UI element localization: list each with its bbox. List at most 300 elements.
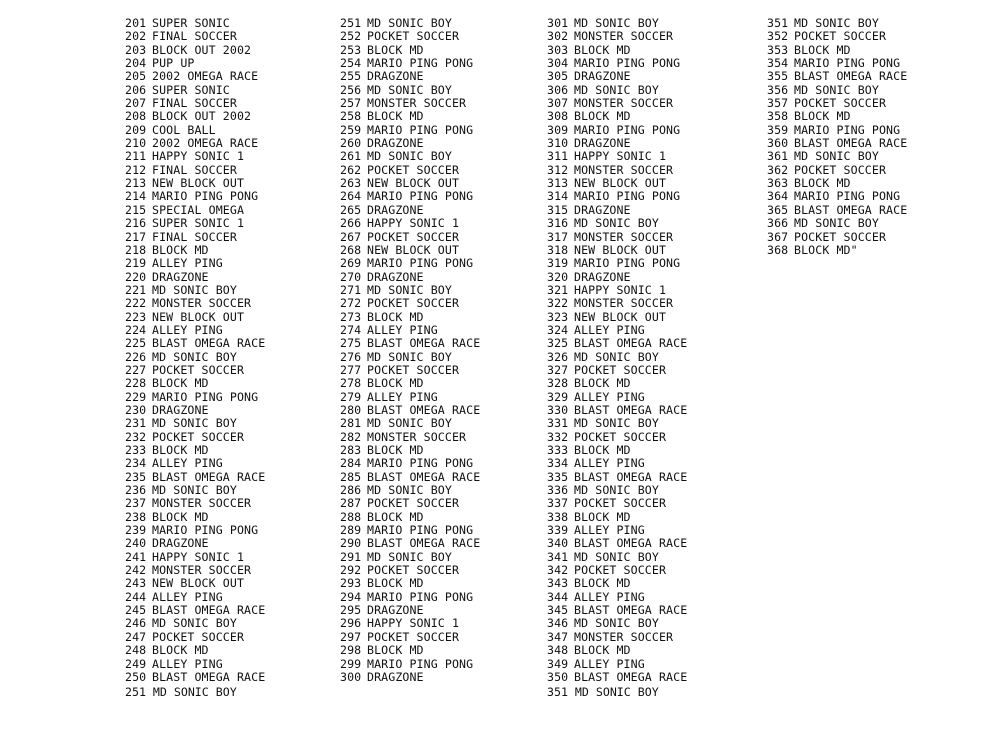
game-list-entry — [125, 537, 335, 550]
game-list-entry — [340, 97, 550, 110]
game-title: ALLEY PING — [574, 322, 645, 337]
game-number: 353 — [767, 42, 789, 57]
game-list-entry — [125, 471, 335, 484]
game-number: 277 — [340, 362, 362, 377]
game-number: 279 — [340, 389, 362, 404]
game-number: 252 — [340, 29, 362, 44]
game-title: BLAST OMEGA RACE — [367, 402, 481, 417]
game-list-entry — [340, 671, 550, 684]
game-list-entry — [125, 204, 335, 217]
game-list-entry — [547, 511, 757, 524]
game-number: 303 — [547, 42, 569, 57]
game-list-entry — [125, 604, 335, 617]
game-list-entry — [547, 431, 757, 444]
game-list-entry — [125, 97, 335, 110]
game-number: 254 — [340, 56, 362, 71]
game-number: 292 — [340, 563, 362, 578]
game-title: BLOCK MD — [367, 576, 424, 591]
game-number: 250 — [125, 669, 147, 684]
game-title: POCKET SOCCER — [367, 29, 460, 44]
game-number: 249 — [125, 656, 147, 671]
game-list-entry — [340, 150, 550, 163]
game-number: 281 — [340, 416, 362, 431]
game-number: 365 — [767, 202, 789, 217]
game-title: SUPER SONIC 1 — [152, 216, 245, 231]
game-number: 309 — [547, 122, 569, 137]
game-title: BLOCK MD — [574, 643, 631, 658]
game-number: 244 — [125, 589, 147, 604]
game-list-entry — [547, 217, 757, 230]
game-number: 344 — [547, 589, 569, 604]
game-list-entry — [547, 417, 757, 430]
game-list-entry — [125, 44, 335, 57]
game-title: HAPPY SONIC 1 — [152, 549, 245, 564]
game-title: POCKET SOCCER — [574, 362, 667, 377]
game-title: BLAST OMEGA RACE — [367, 469, 481, 484]
game-title: ALLEY PING — [574, 456, 645, 471]
game-number: 352 — [767, 29, 789, 44]
game-list-entry — [547, 244, 757, 257]
game-title: MONSTER SOCCER — [574, 162, 674, 177]
game-list-entry — [340, 604, 550, 617]
game-title: BLOCK MD — [152, 443, 209, 457]
game-list-entry — [125, 164, 335, 177]
game-title: MARIO PING PONG — [794, 56, 901, 71]
game-number: 262 — [340, 162, 362, 177]
game-title: POCKET SOCCER — [367, 362, 460, 377]
game-number: 359 — [767, 122, 789, 137]
game-number: 206 — [125, 82, 147, 97]
game-number: 266 — [340, 216, 362, 231]
game-title: DRAGZONE — [367, 69, 424, 84]
game-list-entry — [125, 311, 335, 324]
game-list-entry — [340, 297, 550, 310]
game-number: 286 — [340, 483, 362, 498]
game-number: 339 — [547, 523, 569, 538]
game-list-entry — [125, 190, 335, 203]
game-title: BLOCK MD — [574, 443, 631, 457]
game-number: 248 — [125, 643, 147, 658]
game-number: 338 — [547, 509, 569, 524]
game-list-entry — [547, 537, 757, 550]
game-number: 302 — [547, 29, 569, 44]
game-title: MONSTER SOCCER — [574, 229, 674, 244]
game-title: BLOCK MD — [367, 309, 424, 324]
game-list-entry — [340, 631, 550, 644]
game-number: 261 — [340, 149, 362, 164]
game-list-entry — [340, 137, 550, 150]
game-title: BLOCK MD — [152, 242, 209, 257]
game-title: FINAL SOCCER — [152, 29, 237, 44]
game-title: DRAGZONE — [367, 202, 424, 217]
game-title: MD SONIC BOY — [574, 616, 659, 631]
game-title: ALLEY PING — [574, 656, 645, 671]
game-title: POCKET SOCCER — [152, 362, 245, 377]
game-list-entry — [547, 471, 757, 484]
game-title: MD SONIC BOY — [367, 483, 452, 498]
game-list-entry — [547, 124, 757, 137]
game-list-entry — [547, 231, 757, 244]
game-list-entry — [340, 231, 550, 244]
game-number: 323 — [547, 309, 569, 324]
game-list-entry — [340, 284, 550, 297]
game-list-entry — [340, 110, 550, 123]
game-title: MD SONIC BOY — [574, 416, 659, 431]
game-title: MONSTER SOCCER — [574, 96, 674, 111]
game-number: 360 — [767, 136, 789, 151]
game-title: MARIO PING PONG — [574, 122, 681, 137]
game-number: 225 — [125, 336, 147, 351]
game-list-entry — [340, 271, 550, 284]
game-number: 345 — [547, 603, 569, 618]
game-number: 354 — [767, 56, 789, 71]
game-title: MARIO PING PONG — [367, 256, 474, 271]
game-list-entry — [340, 511, 550, 524]
game-title: MARIO PING PONG — [574, 56, 681, 71]
game-title: POCKET SOCCER — [152, 629, 245, 644]
game-number: 214 — [125, 189, 147, 204]
game-number: 211 — [125, 149, 147, 164]
game-title: BLOCK MD — [574, 376, 631, 391]
game-number: 242 — [125, 563, 147, 578]
game-title: FINAL SOCCER — [152, 229, 237, 244]
game-title: DRAGZONE — [574, 202, 631, 217]
game-title: DRAGZONE — [367, 136, 424, 151]
game-title: BLOCK MD — [794, 42, 851, 57]
game-title: SUPER SONIC — [152, 82, 230, 97]
game-list-entry — [340, 70, 550, 83]
game-list-entry — [767, 177, 977, 190]
game-number: 239 — [125, 523, 147, 538]
game-title: MD SONIC BOY — [574, 349, 659, 364]
game-list-entry — [125, 124, 335, 137]
game-number: 267 — [340, 229, 362, 244]
game-number: 310 — [547, 136, 569, 151]
game-list-entry — [767, 204, 977, 217]
game-title: MARIO PING PONG — [367, 56, 474, 71]
game-title: POCKET SOCCER — [367, 629, 460, 644]
game-list-entry — [340, 30, 550, 43]
game-list-entry — [125, 444, 335, 457]
game-title: MD SONIC BOY — [574, 16, 659, 30]
game-number: 280 — [340, 402, 362, 417]
game-list-entry — [340, 617, 550, 630]
game-title: BLOCK MD — [574, 109, 631, 124]
game-title: MARIO PING PONG — [574, 189, 681, 204]
game-list-entry — [547, 524, 757, 537]
game-list-entry — [767, 97, 977, 110]
game-title: MD SONIC BOY — [367, 349, 452, 364]
game-list-entry — [125, 431, 335, 444]
game-title: BLOCK MD — [367, 42, 424, 57]
game-title: SPECIAL OMEGA — [152, 202, 245, 217]
game-list-entry — [125, 150, 335, 163]
game-title: POCKET SOCCER — [367, 296, 460, 311]
game-list-entry — [125, 577, 335, 590]
game-list-entry — [340, 177, 550, 190]
game-number: 342 — [547, 563, 569, 578]
game-number: 318 — [547, 242, 569, 257]
game-list-entry — [340, 57, 550, 70]
game-list-entry — [547, 604, 757, 617]
game-list-entry — [767, 17, 977, 30]
game-list-entry — [547, 444, 757, 457]
game-number: 336 — [547, 483, 569, 498]
game-number: 306 — [547, 82, 569, 97]
game-number: 341 — [547, 549, 569, 564]
game-list-column-1 — [125, 17, 335, 684]
game-list-entry — [340, 591, 550, 604]
game-number: 325 — [547, 336, 569, 351]
game-number: 229 — [125, 389, 147, 404]
game-title: BLAST OMEGA RACE — [574, 536, 688, 551]
game-list-entry — [125, 70, 335, 83]
game-list-entry — [125, 137, 335, 150]
game-list-entry — [125, 671, 335, 684]
game-title: MARIO PING PONG — [794, 189, 901, 204]
game-title: 2002 OMEGA RACE — [152, 136, 259, 151]
game-title: BLOCK MD — [367, 376, 424, 391]
game-number: 366 — [767, 216, 789, 231]
game-number: 289 — [340, 523, 362, 538]
game-number: 212 — [125, 162, 147, 177]
game-title: DRAGZONE — [367, 669, 424, 684]
game-number: 235 — [125, 469, 147, 484]
game-number: 299 — [340, 656, 362, 671]
game-number: 207 — [125, 96, 147, 111]
game-list-entry — [340, 524, 550, 537]
game-number: 224 — [125, 322, 147, 337]
game-number: 271 — [340, 282, 362, 297]
game-number: 297 — [340, 629, 362, 644]
game-list-entry — [547, 150, 757, 163]
game-list-entry — [547, 337, 757, 350]
game-number: 346 — [547, 616, 569, 631]
game-number: 274 — [340, 322, 362, 337]
game-title: NEW BLOCK OUT — [574, 309, 667, 324]
game-list-entry — [125, 484, 335, 497]
game-list-entry — [340, 404, 550, 417]
game-title: MD SONIC BOY — [367, 82, 452, 97]
game-number: 350 — [547, 669, 569, 684]
game-number: 269 — [340, 256, 362, 271]
game-title: FINAL SOCCER — [152, 162, 237, 177]
game-number: 265 — [340, 202, 362, 217]
game-title: NEW BLOCK OUT — [367, 176, 460, 191]
game-list-entry — [125, 564, 335, 577]
game-title: MD SONIC BOY — [152, 416, 237, 431]
game-title: BLAST OMEGA RACE — [574, 469, 688, 484]
game-title: BLOCK MD — [574, 42, 631, 57]
game-number: 234 — [125, 456, 147, 471]
game-number: 236 — [125, 483, 147, 498]
game-title: POCKET SOCCER — [367, 229, 460, 244]
game-number: 356 — [767, 82, 789, 97]
game-number: 313 — [547, 176, 569, 191]
game-list-entry — [340, 217, 550, 230]
game-list-entry — [340, 564, 550, 577]
game-list-entry — [547, 457, 757, 470]
game-number: 241 — [125, 549, 147, 564]
cutoff-line-column-3: 351 MD SONIC BOY — [547, 685, 659, 699]
game-number: 272 — [340, 296, 362, 311]
game-title: BLAST OMEGA RACE — [574, 336, 688, 351]
game-title: MARIO PING PONG — [574, 256, 681, 271]
game-list-entry — [767, 124, 977, 137]
game-title: BLAST OMEGA RACE — [152, 603, 266, 618]
game-list-column-3 — [547, 17, 757, 684]
game-number: 245 — [125, 603, 147, 618]
game-title: BLOCK MD — [367, 643, 424, 658]
game-title: BLAST OMEGA RACE — [794, 136, 908, 151]
game-number: 314 — [547, 189, 569, 204]
game-list-entry — [547, 97, 757, 110]
game-number: 301 — [547, 16, 569, 30]
game-title: MD SONIC BOY — [152, 349, 237, 364]
game-number: 363 — [767, 176, 789, 191]
game-title: BLAST OMEGA RACE — [152, 336, 266, 351]
game-list-entry — [125, 110, 335, 123]
game-title: BLOCK MD — [367, 109, 424, 124]
game-number: 247 — [125, 629, 147, 644]
game-list-entry — [767, 190, 977, 203]
game-title: MONSTER SOCCER — [152, 296, 252, 311]
game-number: 201 — [125, 16, 147, 30]
game-title: BLAST OMEGA RACE — [367, 536, 481, 551]
game-number: 223 — [125, 309, 147, 324]
game-list-entry — [125, 391, 335, 404]
game-list-entry — [340, 311, 550, 324]
game-title: DRAGZONE — [574, 69, 631, 84]
game-list-entry — [547, 70, 757, 83]
game-title: POCKET SOCCER — [794, 229, 887, 244]
game-title: DRAGZONE — [367, 269, 424, 284]
game-number: 355 — [767, 69, 789, 84]
game-title: BLOCK MD — [152, 643, 209, 658]
game-number: 227 — [125, 362, 147, 377]
game-number: 213 — [125, 176, 147, 191]
game-number: 288 — [340, 509, 362, 524]
game-list-entry — [547, 391, 757, 404]
game-number: 357 — [767, 96, 789, 111]
game-title: 2002 OMEGA RACE — [152, 69, 259, 84]
game-title: ALLEY PING — [152, 322, 223, 337]
game-number: 273 — [340, 309, 362, 324]
game-list-entry — [125, 337, 335, 350]
game-number: 362 — [767, 162, 789, 177]
game-number: 205 — [125, 69, 147, 84]
game-list-entry — [547, 351, 757, 364]
game-number: 251 — [340, 16, 362, 30]
game-list-entry — [340, 444, 550, 457]
game-list-entry — [125, 217, 335, 230]
game-number: 319 — [547, 256, 569, 271]
game-number: 285 — [340, 469, 362, 484]
game-title: DRAGZONE — [152, 536, 209, 551]
game-list-entry — [125, 551, 335, 564]
game-number: 246 — [125, 616, 147, 631]
game-number: 259 — [340, 122, 362, 137]
game-number: 368 — [767, 242, 789, 257]
game-list-entry — [340, 417, 550, 430]
game-number: 311 — [547, 149, 569, 164]
game-number: 278 — [340, 376, 362, 391]
game-list-column-4 — [767, 17, 977, 257]
game-title: DRAGZONE — [152, 402, 209, 417]
game-title: NEW BLOCK OUT — [574, 242, 667, 257]
game-list-entry — [547, 551, 757, 564]
game-list-entry — [340, 364, 550, 377]
game-number: 210 — [125, 136, 147, 151]
game-list-entry — [547, 17, 757, 30]
game-number: 291 — [340, 549, 362, 564]
game-list-entry — [340, 17, 550, 30]
game-list-entry — [340, 351, 550, 364]
game-list-entry — [547, 57, 757, 70]
game-number: 322 — [547, 296, 569, 311]
game-title: MD SONIC BOY — [794, 16, 879, 30]
game-title: ALLEY PING — [152, 256, 223, 271]
game-number: 349 — [547, 656, 569, 671]
game-number: 328 — [547, 376, 569, 391]
game-list-entry — [125, 324, 335, 337]
game-number: 275 — [340, 336, 362, 351]
game-number: 276 — [340, 349, 362, 364]
game-title: HAPPY SONIC 1 — [574, 149, 667, 164]
game-number: 364 — [767, 189, 789, 204]
game-title: MONSTER SOCCER — [574, 629, 674, 644]
game-number: 217 — [125, 229, 147, 244]
game-list-entry — [547, 44, 757, 57]
game-list-entry — [340, 124, 550, 137]
game-number: 202 — [125, 29, 147, 44]
game-title: NEW BLOCK OUT — [574, 176, 667, 191]
game-list-entry — [767, 44, 977, 57]
game-number: 321 — [547, 282, 569, 297]
game-list-entry — [125, 257, 335, 270]
game-list-entry — [340, 377, 550, 390]
game-number: 258 — [340, 109, 362, 124]
game-number: 334 — [547, 456, 569, 471]
game-list-entry — [340, 244, 550, 257]
game-list-entry — [547, 658, 757, 671]
game-number: 226 — [125, 349, 147, 364]
game-title: ALLEY PING — [152, 589, 223, 604]
game-title: MARIO PING PONG — [152, 389, 259, 404]
game-list-entry — [547, 484, 757, 497]
game-list-entry — [340, 337, 550, 350]
game-list-entry — [340, 457, 550, 470]
game-number: 304 — [547, 56, 569, 71]
game-title: DRAGZONE — [574, 269, 631, 284]
game-number: 300 — [340, 669, 362, 684]
game-number: 367 — [767, 229, 789, 244]
game-title: BLOCK MD — [152, 376, 209, 391]
game-title: MD SONIC BOY — [794, 82, 879, 97]
game-number: 256 — [340, 82, 362, 97]
game-title: MARIO PING PONG — [367, 189, 474, 204]
game-list-entry — [767, 137, 977, 150]
game-number: 296 — [340, 616, 362, 631]
game-number: 290 — [340, 536, 362, 551]
game-list-entry — [767, 150, 977, 163]
game-title: MD SONIC BOY — [152, 483, 237, 498]
game-list-entry — [340, 257, 550, 270]
game-title: BLOCK MD — [367, 509, 424, 524]
game-title: MD SONIC BOY — [152, 282, 237, 297]
game-list-entry — [547, 617, 757, 630]
game-number: 332 — [547, 429, 569, 444]
